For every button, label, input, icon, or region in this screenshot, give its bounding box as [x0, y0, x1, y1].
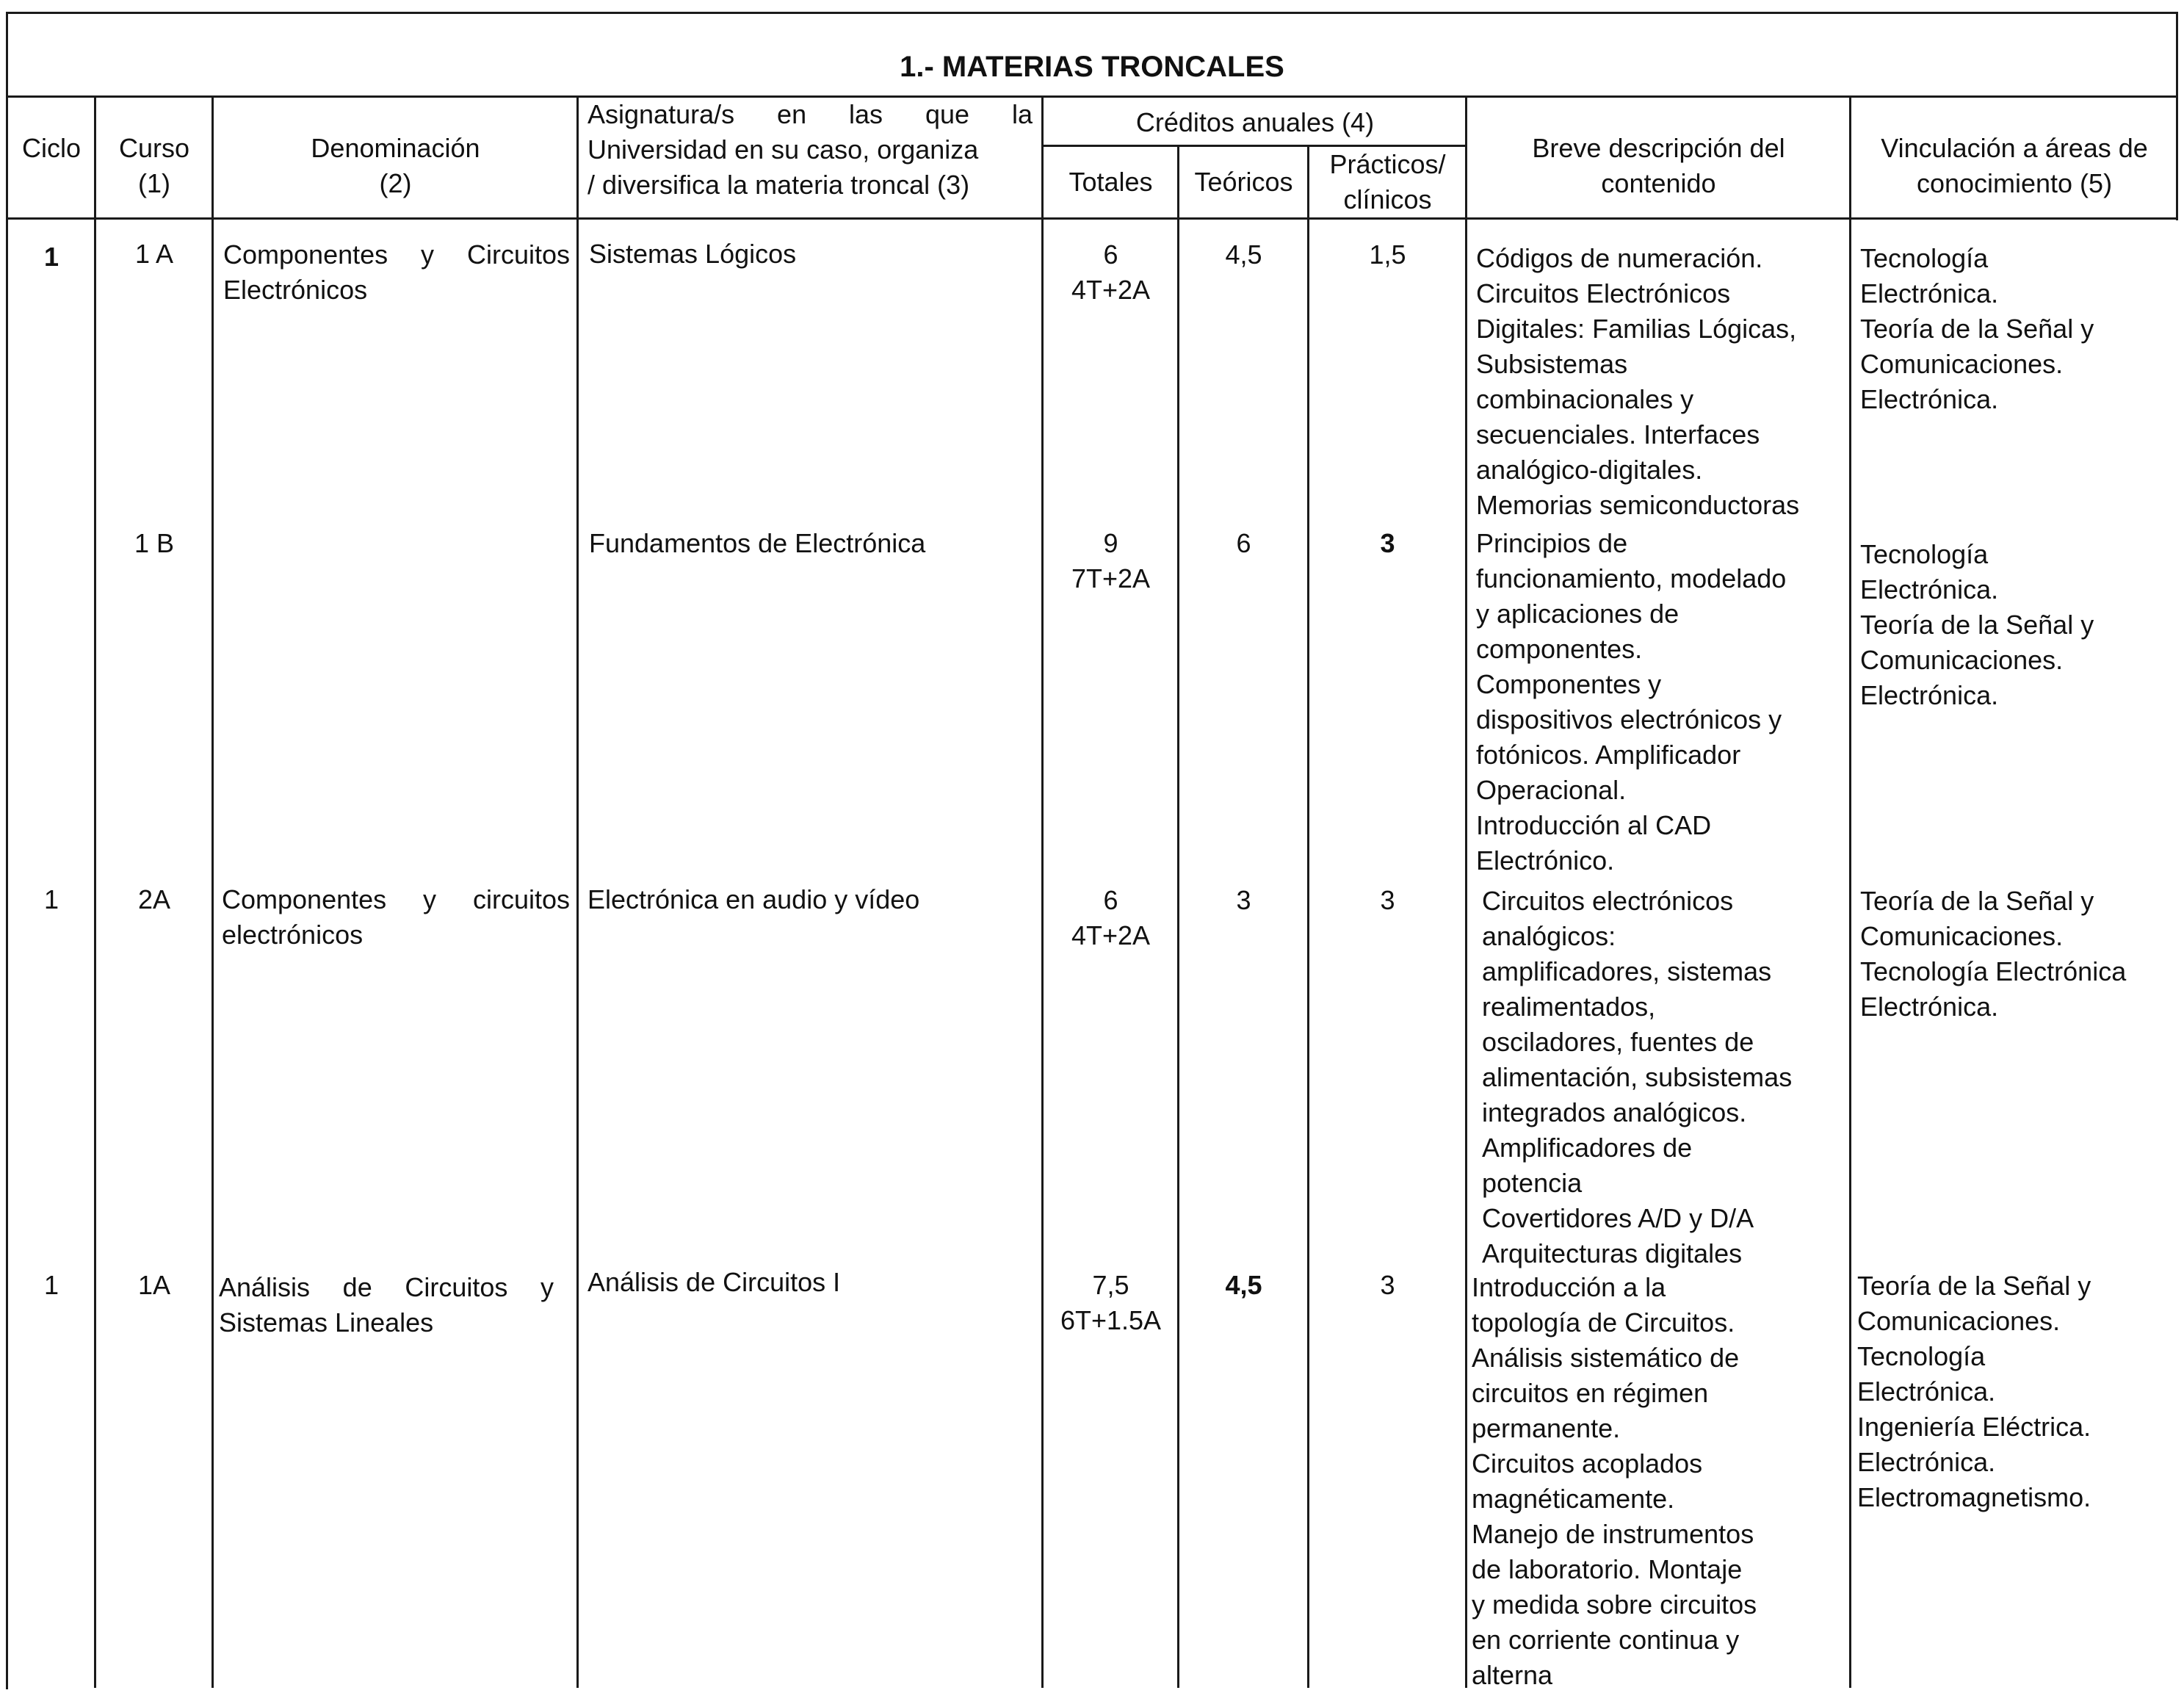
- row-3-totales: 6 4T+2A: [1071, 885, 1151, 950]
- table-top-border: [6, 12, 2178, 14]
- header-practicos: Prácticos/ clínicos: [1329, 149, 1446, 214]
- header-teoricos: Teóricos: [1194, 167, 1293, 197]
- row-3-denominacion: electrónicos: [222, 920, 364, 950]
- header-descripcion: Breve descripción del contenido: [1532, 133, 1785, 198]
- row-4-denominacion-line1: Análisis de Circuitos y: [219, 1272, 554, 1302]
- row-2-totales: 9 7T+2A: [1071, 528, 1151, 593]
- row-3-teoricos: 3: [1236, 885, 1251, 915]
- row-1-totales: 6 4T+2A: [1071, 239, 1151, 305]
- row-4-descripcion: Introducción a la topología de Circuitos. Análisis sistemático de circuitos en régimen permanente. Circuitos acoplados magnéticamente. Manejo de instrumentos de laboratorio. Montaje y medida sobre circuitos en corriente continua y alterna: [1472, 1272, 1757, 1690]
- row-3-curso: 2A: [137, 884, 171, 914]
- row-4-teoricos: 4,5: [1225, 1270, 1262, 1300]
- row-2-vinculacion: Tecnología Electrónica. Teoría de la Señal y Comunicaciones. Electrónica.: [1860, 539, 2094, 710]
- row-2-descripcion: Principios de funcionamiento, modelado y aplicaciones de componentes. Componentes y dispositivos electrónicos y fotónicos. Amplificador Operacional. Introducción al CAD Electrónico.: [1476, 528, 1787, 876]
- row-2-practicos: 3: [1380, 528, 1395, 558]
- row-1-practicos: 1,5: [1369, 239, 1406, 270]
- header-vinculacion: Vinculación a áreas de conocimiento (5): [1881, 133, 2148, 198]
- col-divider-asignatura: [576, 95, 579, 1688]
- row-3-practicos: 3: [1380, 885, 1395, 915]
- row-4-totales: 7,5 6T+1.5A: [1060, 1270, 1162, 1335]
- row-3-vinculacion: Teoría de la Señal y Comunicaciones. Tecnología Electrónica Electrónica.: [1860, 886, 2127, 1022]
- row-1-denominacion-line1: Componentes y Circuitos: [223, 239, 570, 270]
- row-4-practicos: 3: [1380, 1270, 1395, 1300]
- row-4-ciclo: 1: [43, 1270, 59, 1300]
- row-1-curso: 1 A: [134, 239, 174, 269]
- header-asignatura: Universidad en su caso, organiza / diversifica la materia troncal (3): [587, 134, 979, 200]
- col-divider-vinculacion: [1849, 95, 1851, 1688]
- table-title: 1.- MATERIAS TRONCALES: [900, 51, 1284, 83]
- row-4-asignatura: Análisis de Circuitos I: [587, 1267, 841, 1297]
- row-1-ciclo: 1: [43, 242, 59, 272]
- row-3-ciclo: 1: [43, 884, 59, 914]
- header-creditos-anuales: Créditos anuales (4): [1135, 107, 1375, 137]
- header-bottom-rule: [6, 217, 2178, 220]
- header-asignatura-line1: Asignatura/s en las que la: [587, 99, 1033, 129]
- row-1-teoricos: 4,5: [1225, 239, 1262, 270]
- header-curso: Curso (1): [118, 133, 190, 198]
- row-4-curso: 1A: [137, 1270, 171, 1300]
- header-ciclo: Ciclo: [21, 133, 81, 163]
- row-4-denominacion: Sistemas Lineales: [219, 1307, 434, 1338]
- row-1-asignatura: Sistemas Lógicos: [589, 239, 797, 269]
- title-divider: [6, 95, 2178, 98]
- row-4-vinculacion: Teoría de la Señal y Comunicaciones. Tecnología Electrónica. Ingeniería Eléctrica. Electrónica. Electromagnetismo.: [1857, 1271, 2091, 1512]
- row-1-denominacion: Electrónicos: [223, 275, 368, 305]
- row-2-asignatura: Fundamentos de Electrónica: [589, 528, 926, 558]
- header-totales: Totales: [1069, 167, 1153, 197]
- row-3-descripcion: Circuitos electrónicos analógicos: amplificadores, sistemas realimentados, osciladores, fuentes de alimentación, subsistemas integrados analógicos. Amplificadores de potencia Covertidores A/D y D/A Arquitecturas digitales: [1482, 886, 1793, 1268]
- row-2-curso: 1 B: [134, 528, 175, 558]
- row-3-asignatura: Electrónica en audio y vídeo: [587, 884, 920, 914]
- row-1-descripcion: Códigos de numeración. Circuitos Electrónicos Digitales: Familias Lógicas, Subsistemas combinacionales y secuenciales. Interfaces analógico-digitales. Memorias semiconductoras: [1476, 243, 1800, 520]
- row-2-teoricos: 6: [1236, 528, 1251, 558]
- row-3-denominacion-line1: Componentes y circuitos: [222, 884, 570, 914]
- row-1-vinculacion: Tecnología Electrónica. Teoría de la Señal y Comunicaciones. Electrónica.: [1860, 243, 2094, 414]
- header-denominacion: Denominación (2): [311, 133, 480, 198]
